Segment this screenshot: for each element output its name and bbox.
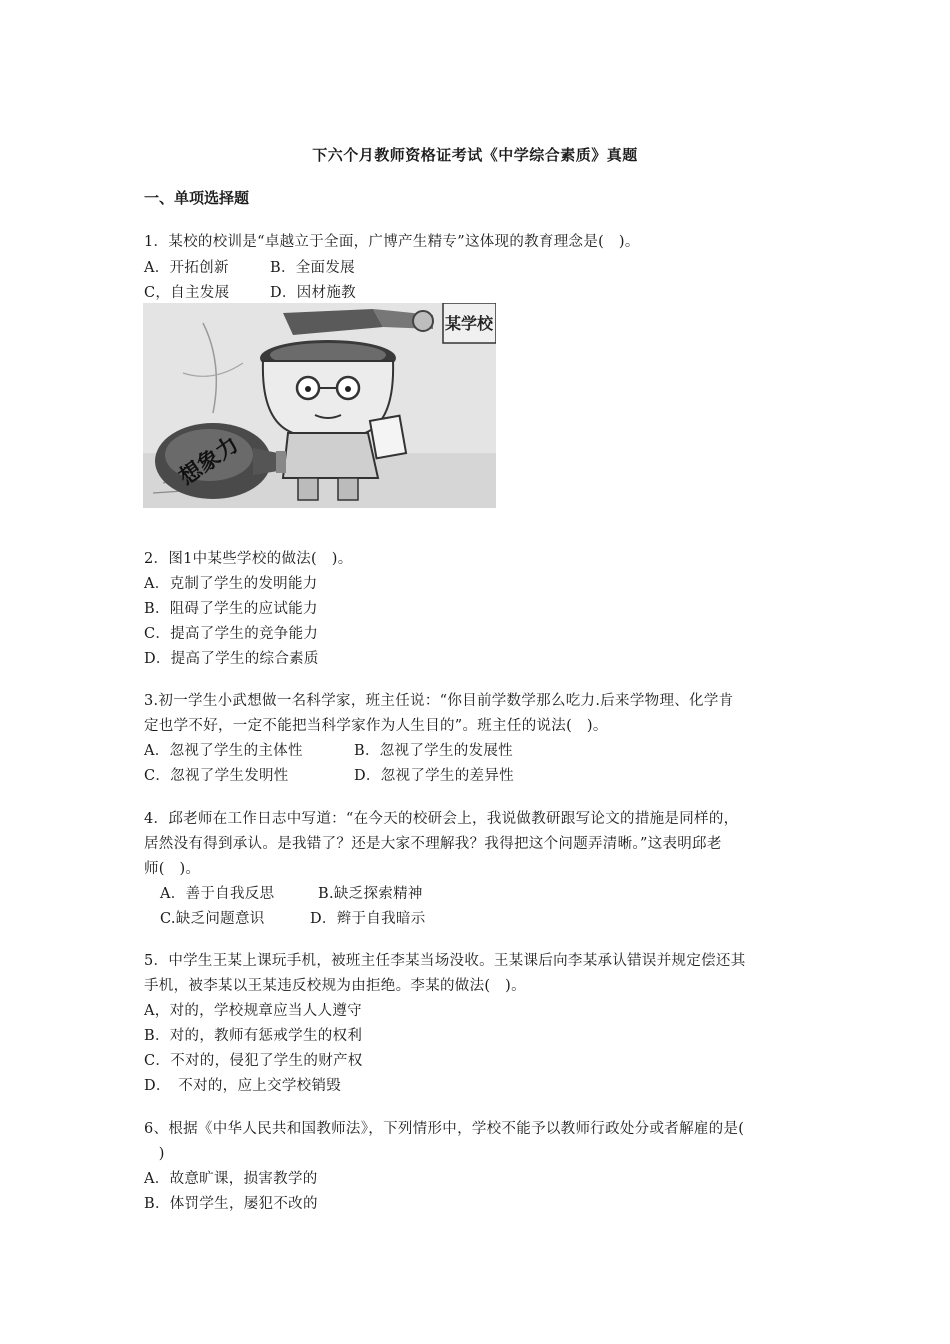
question-1-stem: 1．某校的校训是“卓越立于全面，广博产生精专”这体现的教育理念是( )。 — [144, 234, 640, 250]
question-5-stem-line-1: 5．中学生王某上课玩手机，被班主任李某当场没收。王某课后向李某承认错误并规定偿还其 — [144, 953, 746, 969]
question-6-option-b: B．体罚学生，屡犯不改的 — [144, 1196, 318, 1212]
question-2-stem: 2．图1中某些学校的做法( )。 — [144, 551, 353, 567]
question-2-option-c: C．提高了学生的竞争能力 — [144, 626, 319, 642]
question-3-option-a: A．忽视了学生的主体性 — [144, 743, 303, 759]
question-6-option-a: A．故意旷课，损害教学的 — [144, 1171, 318, 1187]
question-2-option-b: B．阻碍了学生的应试能力 — [144, 601, 318, 617]
question-1-option-d: D．因材施教 — [270, 285, 356, 301]
cartoon-illustration — [143, 303, 496, 508]
question-4-option-c: C.缺乏问题意识 — [160, 911, 265, 927]
question-3-stem-line-2: 定也学不好，一定不能把当科学家作为人生目的”。班主任的说法( )。 — [144, 718, 608, 734]
question-1-option-b: B．全面发展 — [270, 260, 355, 276]
sign-label: 某学校 — [444, 314, 494, 333]
question-4-stem-line-3: 师( )。 — [144, 861, 201, 877]
question-5-option-d: D． 不对的，应上交学校销毁 — [144, 1078, 342, 1094]
figure-1-cartoon — [143, 303, 496, 508]
question-3-option-c: C．忽视了学生发明性 — [144, 768, 289, 784]
question-4-option-b: B.缺乏探索精神 — [318, 886, 423, 902]
section-heading: 一、单项选择题 — [144, 189, 250, 207]
question-6-stem-line-1: 6、根据《中华人民共和国教师法》，下列情形中，学校不能予以教师行政处分或者解雇的是( — [144, 1121, 745, 1137]
question-2-option-a: A．克制了学生的发明能力 — [144, 576, 318, 592]
question-5-stem-line-2: 手机，被李某以王某违反校规为由拒绝。李某的做法( )。 — [144, 978, 526, 994]
question-4-option-d: D．辫于自我暗示 — [310, 911, 426, 927]
question-6-stem-line-2: ) — [144, 1146, 165, 1162]
question-1-option-c: C，自主发展 — [144, 285, 230, 301]
question-5-option-b: B．对的，教师有惩戒学生的权利 — [144, 1028, 363, 1044]
question-4-option-a: A．善于自我反思 — [160, 886, 275, 902]
document-title: 下六个月教师资格证考试《中学综合素质》真题 — [312, 146, 638, 164]
question-4-stem-line-1: 4．邱老师在工作日志中写道：“在今天的校研会上，我说做教研跟写论文的措施是同样的， — [144, 811, 739, 827]
question-3-option-b: B．忽视了学生的发展性 — [354, 743, 513, 759]
question-3-option-d: D．忽视了学生的差异性 — [354, 768, 514, 784]
question-4-stem-line-2: 居然没有得到承认。是我错了？还是大家不理解我？我得把这个问题弄清晰。”这表明邱老 — [144, 836, 722, 852]
question-3-stem-line-1: 3.初一学生小武想做一名科学家，班主任说：“你目前学数学那么吃力.后来学物理、化学肯 — [144, 693, 734, 709]
bottle-label: 想象力 — [175, 432, 244, 491]
question-1-option-a: A．开拓创新 — [144, 260, 229, 276]
question-2-option-d: D．提高了学生的综合素质 — [144, 651, 319, 667]
question-5-option-a: A，对的，学校规章应当人人遵守 — [144, 1003, 362, 1019]
question-5-option-c: C．不对的，侵犯了学生的财产权 — [144, 1053, 363, 1069]
